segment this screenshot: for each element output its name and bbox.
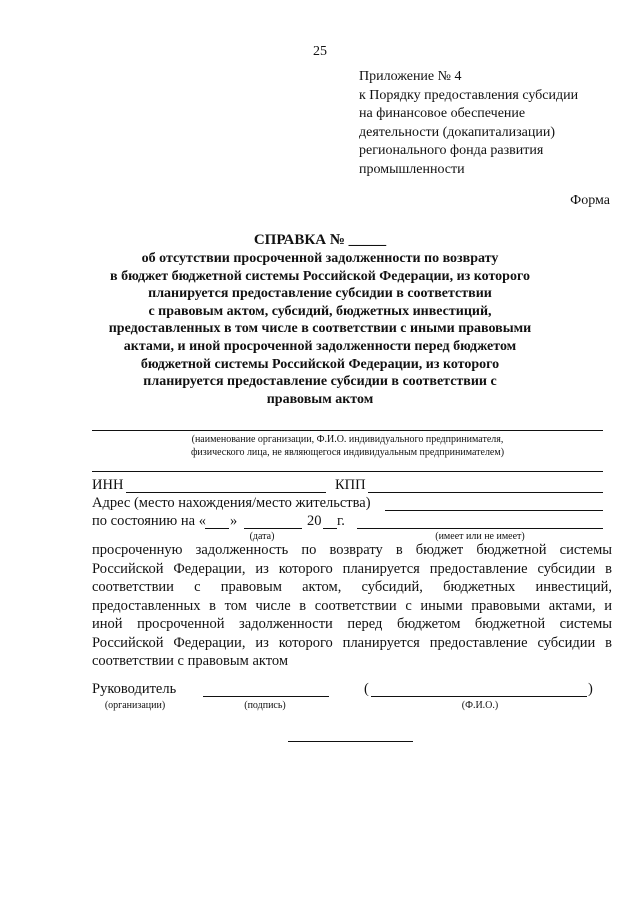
annex-line: на финансовое обеспечение bbox=[359, 106, 526, 121]
org-caption bbox=[92, 433, 603, 459]
org-sign-caption: (организации) bbox=[104, 700, 166, 711]
inn-field[interactable] bbox=[126, 492, 326, 493]
title-line: об отсутствии просроченной задолженности по возврату bbox=[141, 251, 499, 266]
org-caption-line: (наименование организации, Ф.И.О. индивидуального предпринимателя, bbox=[191, 434, 504, 445]
title-line: бюджетной системы Российской Федерации, из которого bbox=[140, 356, 500, 372]
as-of-quote-close: » bbox=[230, 513, 238, 529]
sign-caption: (подпись) bbox=[244, 700, 286, 711]
title-heading: СПРАВКА № _____ bbox=[253, 232, 387, 248]
org-name-field[interactable] bbox=[92, 430, 603, 431]
body-line: Российской Федерации, из которого планируется предоставление субсидии в bbox=[92, 560, 612, 577]
day-field[interactable] bbox=[205, 528, 229, 529]
body-line: соответствии с правовым актом, субсидий, бюджетных инвестиций, bbox=[92, 579, 612, 595]
body-line: Российской Федерации, из которого планируется предоставление субсидии в bbox=[92, 634, 612, 651]
date-caption: (дата) bbox=[249, 531, 275, 542]
address-field[interactable] bbox=[385, 510, 603, 511]
title-line: актами, и иной просроченной задолженности перед бюджетом bbox=[123, 338, 517, 354]
org-name-field-2[interactable] bbox=[92, 471, 603, 472]
as-of-label: по состоянию на « bbox=[92, 513, 206, 529]
body-line: просроченную задолженность по возврату в бюджет бюджетной системы bbox=[92, 542, 612, 558]
body-line: предоставленных в том числе в соответствии с иными правовыми актами, и bbox=[92, 597, 612, 614]
has-caption: (имеет или не имеет) bbox=[435, 531, 525, 542]
form-label: Форма bbox=[570, 193, 610, 208]
body-text bbox=[92, 541, 612, 671]
fio-field[interactable] bbox=[371, 696, 587, 697]
title-line: планируется предоставление субсидии в соответствии bbox=[148, 286, 492, 302]
paren-open: ( bbox=[364, 681, 369, 697]
kpp-label: КПП bbox=[335, 477, 366, 493]
title-line: в бюджет бюджетной системы Российской Федерации, из которого bbox=[110, 268, 530, 284]
has-field[interactable] bbox=[357, 528, 603, 529]
annex-line: Приложение № 4 bbox=[359, 69, 462, 84]
title-line: предоставленных в том числе в соответствии с иными правовыми bbox=[108, 321, 532, 337]
paren-close: ) bbox=[588, 681, 593, 697]
title-line: планируется предоставление субсидии в соответствии с bbox=[143, 374, 497, 390]
org-caption-line: физического лица, не являющегося индивидуальным предпринимателем) bbox=[190, 447, 505, 458]
annex-line: промышленности bbox=[359, 161, 465, 177]
address-label: Адрес (место нахождения/место жительства) bbox=[92, 495, 371, 511]
document-title bbox=[60, 230, 580, 408]
annex-line: регионального фонда развития bbox=[359, 143, 544, 158]
body-line: соответствии с правовым актом bbox=[92, 653, 289, 669]
title-line: правовым актом bbox=[266, 391, 374, 407]
page-number: 25 bbox=[313, 44, 327, 59]
year-field[interactable] bbox=[323, 528, 337, 529]
bottom-divider bbox=[288, 741, 413, 742]
body-line: иной просроченной задолженности перед бюджетом бюджетной системы bbox=[92, 616, 612, 632]
kpp-field[interactable] bbox=[368, 492, 603, 493]
month-field[interactable] bbox=[244, 528, 302, 529]
title-line: с правовым актом, субсидий, бюджетных инвестиций, bbox=[148, 303, 492, 319]
annex-line: к Порядку предоставления субсидии bbox=[359, 87, 579, 103]
year-prefix: 20 bbox=[307, 513, 322, 529]
year-suffix: г. bbox=[337, 513, 345, 529]
annex-note bbox=[359, 68, 578, 179]
inn-label: ИНН bbox=[92, 477, 124, 493]
annex-line: деятельности (докапитализации) bbox=[359, 124, 556, 140]
fio-caption: (Ф.И.О.) bbox=[461, 700, 499, 711]
signature-field[interactable] bbox=[203, 696, 329, 697]
head-label: Руководитель bbox=[92, 681, 177, 697]
